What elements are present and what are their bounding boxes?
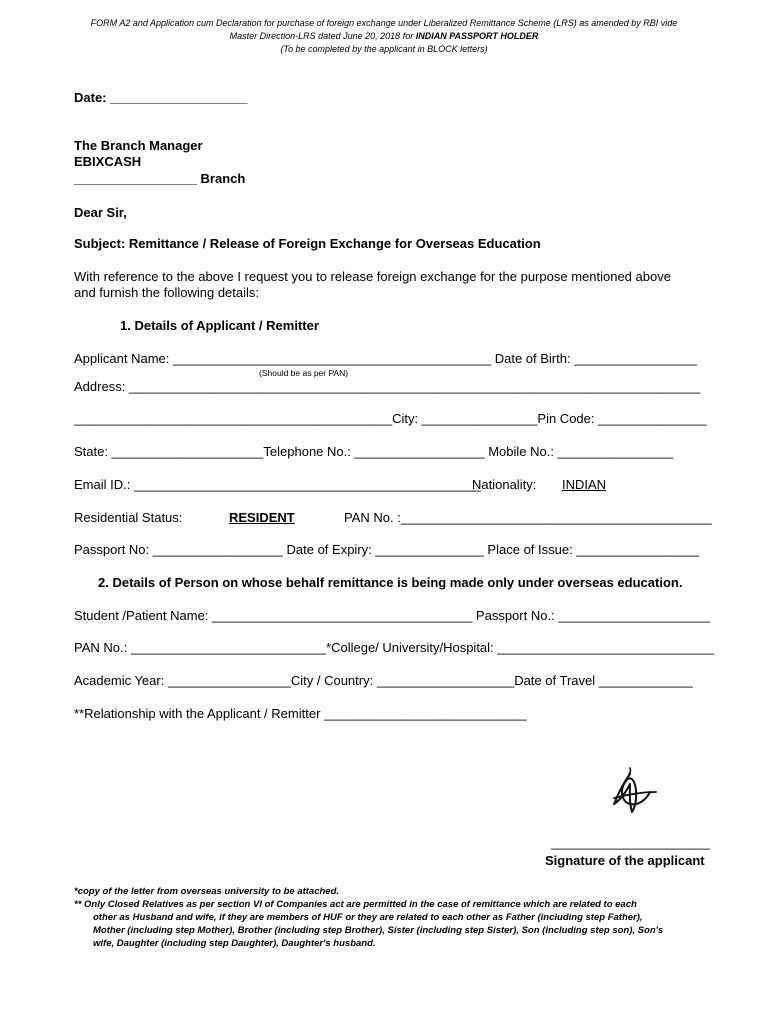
pan-note: (Should be as per PAN) [259,368,349,378]
form-header-line2 [0,31,768,41]
footnote-1: *copy of the letter from overseas university to be attached. [74,886,340,897]
city-pincode-field[interactable]: ____________________________________________City: ________________Pin Code: _______________ [74,411,707,426]
form-header-line1: FORM A2 and Application cum Declaration for purchase of foreign exchange under Liberalized Remittance Scheme (LRS) as amended by RBI vide [90,18,678,28]
relationship-field[interactable]: **Relationship with the Applicant / Remitter ____________________________ [74,706,527,721]
email-field[interactable]: Email ID.: ________________________________________________ [74,477,481,492]
signature-mark [600,762,662,820]
footnote-2-line1: ** Only Closed Relatives as per section VI of Companies act are permitted in the case of remittance which are related to each [74,899,637,910]
signature-label: Signature of the applicant [545,853,705,868]
subject-line: Subject: Remittance / Release of Foreign Exchange for Overseas Education [74,236,541,251]
student-pan-college-field[interactable]: PAN No.: ___________________________*College/ University/Hospital: ______________________________ [74,640,715,655]
nationality-label: Nationality: [472,477,537,492]
state-phone-mobile-field[interactable]: State: _____________________Telephone No.: __________________ Mobile No.: ________________ [74,444,674,459]
address-field[interactable]: Address: _______________________________________________________________________________ [74,379,701,394]
recipient-title: The Branch Manager [74,138,203,153]
applicant-name-field[interactable]: Applicant Name: ____________________________________________ Date of Birth: _________________ [74,351,698,366]
section1-title: 1. Details of Applicant / Remitter [120,318,319,333]
section2-title: 2. Details of Person on whose behalf remittance is being made only under overseas education. [98,575,683,590]
form-header-passport-holder: INDIAN PASSPORT HOLDER [415,31,539,41]
passport-field[interactable]: Passport No: __________________ Date of Expiry: _______________ Place of Issue: _________________ [74,542,700,557]
form-header-line3: (To be completed by the applicant in BLOCK letters) [280,44,488,54]
footnote-2-line2: other as Husband and wife, if they are members of HUF or they are related to each other as Father (including step Father), [93,912,643,923]
body-text-line1: With reference to the above I request you to release foreign exchange for the purpose mentioned above [74,269,671,284]
salutation: Dear Sir, [74,205,127,220]
form-header-line2-text: Master Direction-LRS dated June 20, 2018 for [229,31,416,41]
residential-status-value: RESIDENT [229,510,295,525]
recipient-branch-field[interactable]: _________________ Branch [74,171,246,186]
recipient-company: EBIXCASH [74,154,142,169]
academic-travel-field[interactable]: Academic Year: _________________City / Country: ___________________Date of Travel _____________ [74,673,693,688]
residential-status-label: Residential Status: [74,510,183,525]
nationality-value: INDIAN [562,477,607,492]
body-text-line2: and furnish the following details: [74,285,260,300]
student-name-field[interactable]: Student /Patient Name: ____________________________________ Passport No.: _____________________ [74,608,711,623]
pan-field[interactable]: PAN No. :___________________________________________ [344,510,712,525]
date-field[interactable]: Date: ___________________ [74,90,248,105]
signature-line[interactable]: ______________________ [551,835,711,850]
footnote-2-line4: wife, Daughter (including step Daughter), Daughter's husband. [93,938,376,949]
footnote-2-line3: Mother (including step Mother), Brother (including step Brother), Sister (including step Sister), Son (including step son), Son's [93,925,664,936]
